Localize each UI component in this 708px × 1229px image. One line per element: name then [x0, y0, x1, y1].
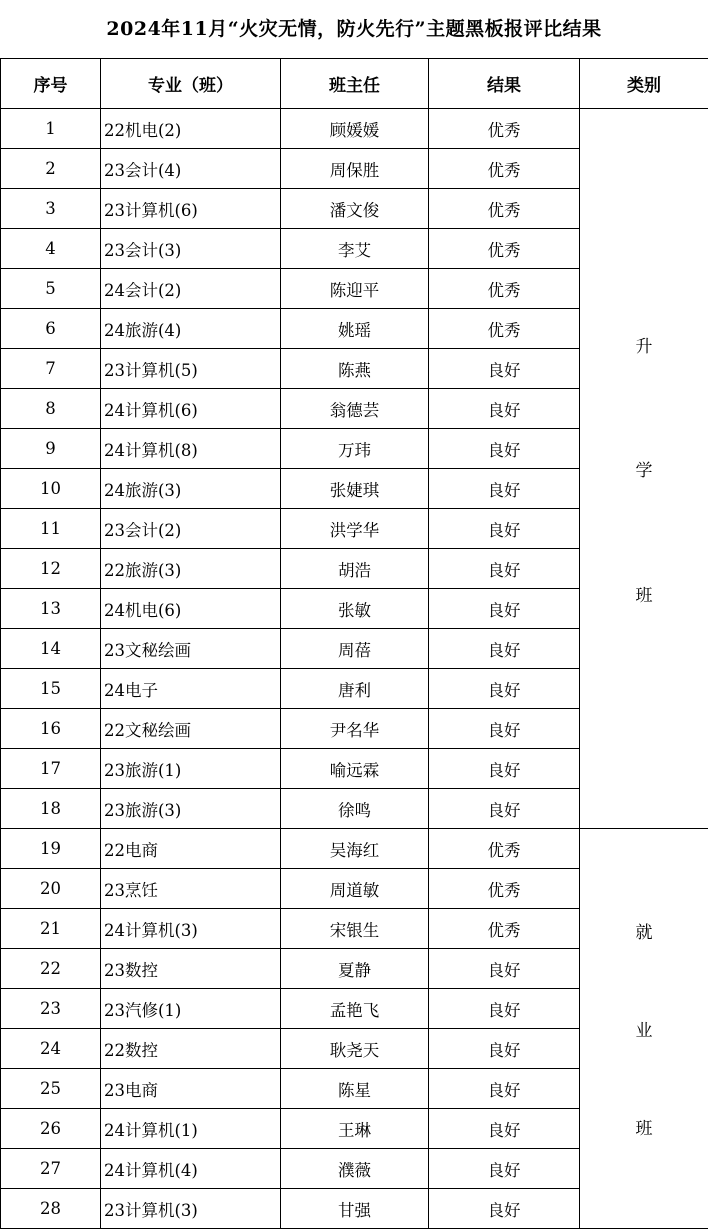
cell-no: 14 — [1, 629, 101, 669]
results-table — [0, 58, 708, 1229]
cell-teacher: 王琳 — [281, 1109, 429, 1149]
cell-teacher: 夏静 — [281, 949, 429, 989]
cell-no: 15 — [1, 669, 101, 709]
cell-result: 优秀 — [429, 189, 580, 229]
cell-result: 良好 — [429, 469, 580, 509]
cell-teacher: 张婕琪 — [281, 469, 429, 509]
cell-result: 良好 — [429, 1189, 580, 1229]
cell-teacher: 周道敏 — [281, 869, 429, 909]
cell-class: 23电商 — [101, 1069, 281, 1109]
category-char: 升 — [636, 332, 653, 357]
cell-result: 优秀 — [429, 109, 580, 149]
cell-teacher: 张敏 — [281, 589, 429, 629]
cell-class: 22数控 — [101, 1029, 281, 1069]
cell-no: 21 — [1, 909, 101, 949]
cell-result: 优秀 — [429, 229, 580, 269]
category-label — [580, 332, 708, 606]
cell-class: 23会计(4) — [101, 149, 281, 189]
cell-teacher: 耿尧天 — [281, 1029, 429, 1069]
cell-result: 良好 — [429, 1029, 580, 1069]
cell-no: 17 — [1, 749, 101, 789]
cell-teacher: 陈燕 — [281, 349, 429, 389]
cell-class: 22文秘绘画 — [101, 709, 281, 749]
cell-class: 24计算机(3) — [101, 909, 281, 949]
cell-teacher: 陈星 — [281, 1069, 429, 1109]
cell-result: 优秀 — [429, 909, 580, 949]
cell-class: 23会计(2) — [101, 509, 281, 549]
cell-teacher: 甘强 — [281, 1189, 429, 1229]
cell-no: 4 — [1, 229, 101, 269]
cell-class: 24计算机(8) — [101, 429, 281, 469]
cell-no: 6 — [1, 309, 101, 349]
cell-no: 24 — [1, 1029, 101, 1069]
cell-teacher: 吴海红 — [281, 829, 429, 869]
cell-class: 23烹饪 — [101, 869, 281, 909]
cell-no: 5 — [1, 269, 101, 309]
cell-teacher: 李艾 — [281, 229, 429, 269]
category-char: 就 — [636, 918, 653, 943]
cell-no: 27 — [1, 1149, 101, 1189]
cell-class: 24旅游(4) — [101, 309, 281, 349]
cell-class: 24旅游(3) — [101, 469, 281, 509]
cell-teacher: 喻远霖 — [281, 749, 429, 789]
cell-teacher: 周蓓 — [281, 629, 429, 669]
cell-result: 良好 — [429, 789, 580, 829]
cell-class: 23计算机(5) — [101, 349, 281, 389]
header-category: 类别 — [580, 59, 708, 109]
cell-result: 优秀 — [429, 149, 580, 189]
cell-teacher: 顾媛媛 — [281, 109, 429, 149]
cell-no: 19 — [1, 829, 101, 869]
cell-teacher: 周保胜 — [281, 149, 429, 189]
cell-no: 12 — [1, 549, 101, 589]
cell-class: 22电商 — [101, 829, 281, 869]
cell-class: 23旅游(3) — [101, 789, 281, 829]
cell-result: 良好 — [429, 669, 580, 709]
cell-result: 良好 — [429, 989, 580, 1029]
table-body — [1, 109, 708, 1229]
cell-teacher: 姚瑶 — [281, 309, 429, 349]
cell-class: 23旅游(1) — [101, 749, 281, 789]
cell-class: 24会计(2) — [101, 269, 281, 309]
cell-result: 良好 — [429, 509, 580, 549]
cell-teacher: 万玮 — [281, 429, 429, 469]
cell-result: 良好 — [429, 429, 580, 469]
cell-class: 24计算机(1) — [101, 1109, 281, 1149]
cell-no: 9 — [1, 429, 101, 469]
cell-result: 良好 — [429, 949, 580, 989]
cell-result: 良好 — [429, 549, 580, 589]
cell-no: 2 — [1, 149, 101, 189]
cell-no: 22 — [1, 949, 101, 989]
category-cell-jiuye — [580, 829, 708, 1229]
header-result: 结果 — [429, 59, 580, 109]
cell-class: 24计算机(4) — [101, 1149, 281, 1189]
cell-teacher: 徐鸣 — [281, 789, 429, 829]
cell-class: 23文秘绘画 — [101, 629, 281, 669]
cell-no: 25 — [1, 1069, 101, 1109]
cell-class: 23汽修(1) — [101, 989, 281, 1029]
cell-result: 良好 — [429, 1069, 580, 1109]
cell-no: 3 — [1, 189, 101, 229]
cell-teacher: 宋银生 — [281, 909, 429, 949]
table-header-row — [1, 59, 708, 109]
cell-class: 23计算机(3) — [101, 1189, 281, 1229]
cell-no: 1 — [1, 109, 101, 149]
cell-teacher: 洪学华 — [281, 509, 429, 549]
cell-class: 23会计(3) — [101, 229, 281, 269]
cell-result: 良好 — [429, 1149, 580, 1189]
table-row — [1, 829, 708, 869]
cell-no: 28 — [1, 1189, 101, 1229]
page-title: 2024年11月“火灾无情，防火先行”主题黑板报评比结果 — [0, 0, 708, 58]
cell-no: 18 — [1, 789, 101, 829]
cell-no: 13 — [1, 589, 101, 629]
cell-teacher: 翁德芸 — [281, 389, 429, 429]
cell-result: 良好 — [429, 389, 580, 429]
cell-result: 优秀 — [429, 269, 580, 309]
category-label — [580, 918, 708, 1139]
cell-result: 良好 — [429, 749, 580, 789]
cell-teacher: 唐利 — [281, 669, 429, 709]
category-char: 班 — [636, 581, 653, 606]
cell-teacher: 濮薇 — [281, 1149, 429, 1189]
header-class: 专业（班） — [101, 59, 281, 109]
cell-class: 24计算机(6) — [101, 389, 281, 429]
cell-class: 23计算机(6) — [101, 189, 281, 229]
cell-no: 11 — [1, 509, 101, 549]
cell-result: 优秀 — [429, 829, 580, 869]
header-no: 序号 — [1, 59, 101, 109]
cell-class: 24机电(6) — [101, 589, 281, 629]
cell-teacher: 潘文俊 — [281, 189, 429, 229]
category-char: 业 — [636, 1016, 653, 1041]
cell-no: 8 — [1, 389, 101, 429]
cell-teacher: 孟艳飞 — [281, 989, 429, 1029]
category-cell-shengxue — [580, 109, 708, 829]
cell-class: 23数控 — [101, 949, 281, 989]
cell-result: 良好 — [429, 1109, 580, 1149]
cell-no: 16 — [1, 709, 101, 749]
table-row — [1, 109, 708, 149]
cell-no: 20 — [1, 869, 101, 909]
cell-no: 7 — [1, 349, 101, 389]
category-char: 学 — [636, 456, 653, 481]
cell-no: 23 — [1, 989, 101, 1029]
cell-result: 优秀 — [429, 869, 580, 909]
cell-result: 良好 — [429, 349, 580, 389]
cell-result: 良好 — [429, 629, 580, 669]
cell-no: 26 — [1, 1109, 101, 1149]
cell-class: 24电子 — [101, 669, 281, 709]
cell-teacher: 胡浩 — [281, 549, 429, 589]
cell-class: 22旅游(3) — [101, 549, 281, 589]
cell-no: 10 — [1, 469, 101, 509]
cell-result: 良好 — [429, 589, 580, 629]
cell-result: 良好 — [429, 709, 580, 749]
cell-result: 优秀 — [429, 309, 580, 349]
cell-class: 22机电(2) — [101, 109, 281, 149]
cell-teacher: 尹名华 — [281, 709, 429, 749]
cell-teacher: 陈迎平 — [281, 269, 429, 309]
header-teacher: 班主任 — [281, 59, 429, 109]
category-char: 班 — [636, 1114, 653, 1139]
